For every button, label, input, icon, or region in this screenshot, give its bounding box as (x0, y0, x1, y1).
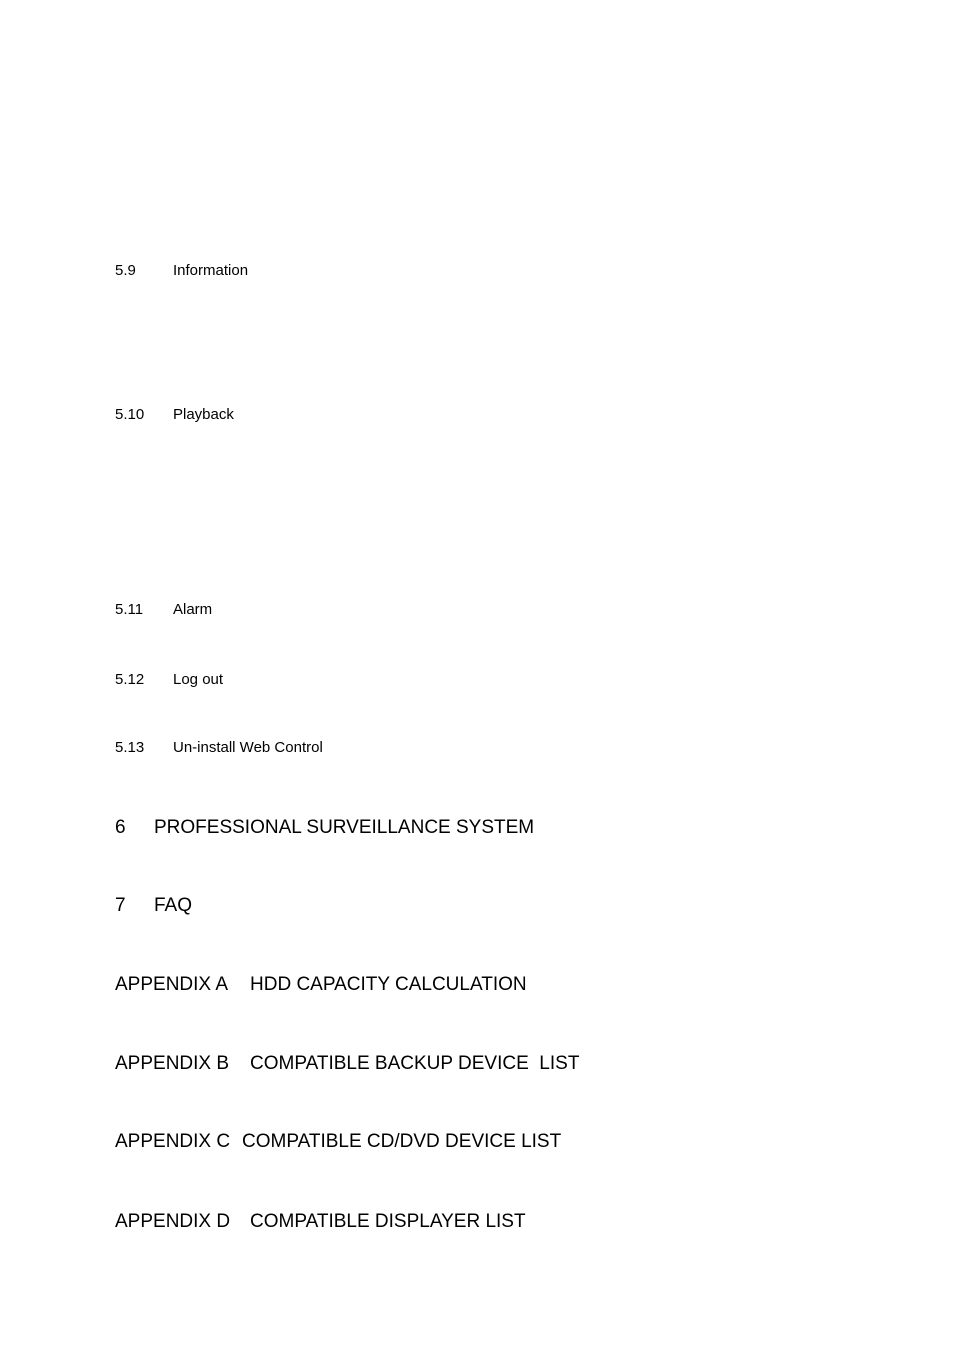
toc-number: 5.11 (115, 601, 144, 618)
toc-title: Playback (173, 406, 234, 423)
toc-entry-appendix-a[interactable] (115, 975, 527, 994)
toc-entry-5-12[interactable] (115, 672, 223, 687)
toc-title: COMPATIBLE DISPLAYER LIST (250, 1211, 526, 1232)
toc-entry-appendix-d[interactable] (115, 1212, 526, 1231)
toc-entry-appendix-c[interactable] (115, 1132, 561, 1151)
toc-title: FAQ (154, 895, 193, 916)
toc-title: COMPATIBLE BACKUP DEVICE LIST (250, 1053, 580, 1074)
toc-entry-5-11[interactable] (115, 602, 212, 617)
toc-number: 6 (115, 817, 126, 838)
toc-number: APPENDIX D (115, 1211, 231, 1232)
toc-entry-appendix-b[interactable] (115, 1054, 579, 1073)
toc-title: Log out (173, 671, 224, 688)
toc-number: APPENDIX C (115, 1131, 231, 1152)
toc-number: 5.12 (115, 671, 145, 688)
toc-title: COMPATIBLE CD/DVD DEVICE LIST (242, 1131, 562, 1152)
toc-title: Alarm (173, 601, 213, 618)
toc-entry-chapter-6[interactable] (115, 818, 534, 837)
toc-title: Information (173, 262, 249, 279)
toc-entry-5-13[interactable] (115, 740, 323, 755)
toc-title: PROFESSIONAL SURVEILLANCE SYSTEM (154, 817, 535, 838)
toc-number: APPENDIX B (115, 1053, 230, 1074)
toc-entry-5-9[interactable] (115, 263, 248, 278)
toc-title: HDD CAPACITY CALCULATION (250, 974, 527, 995)
toc-number: 7 (115, 895, 126, 916)
toc-number: 5.10 (115, 406, 145, 423)
toc-number: APPENDIX A (115, 974, 228, 995)
toc-entry-5-10[interactable] (115, 407, 234, 422)
toc-title: Un-install Web Control (173, 739, 323, 756)
toc-number: 5.13 (115, 739, 145, 756)
toc-entry-chapter-7[interactable] (115, 896, 192, 915)
toc-number: 5.9 (115, 262, 136, 279)
